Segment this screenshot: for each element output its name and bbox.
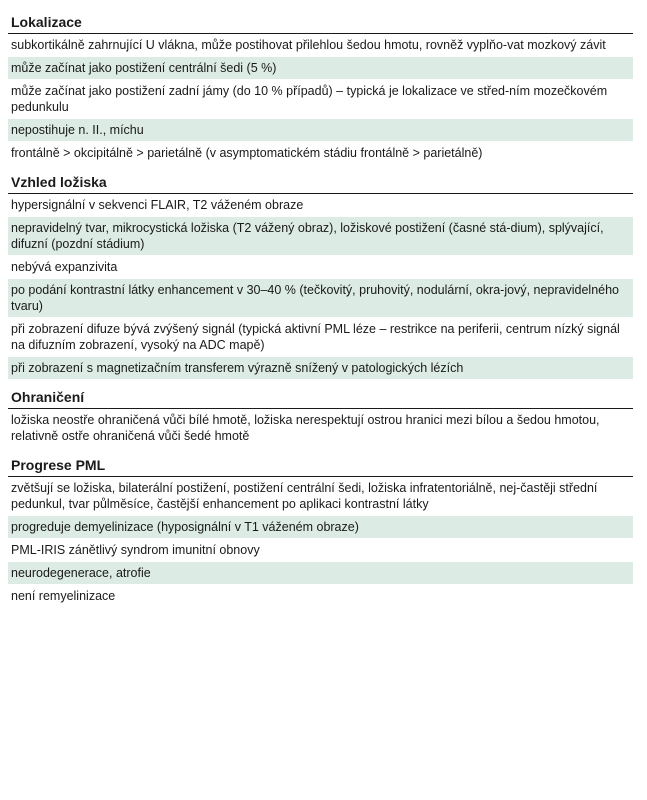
- table-row: při zobrazení difuze bývá zvýšený signál (typická aktivní PML léze – restrikce na periferii, centrum nízký signál na difuzním zobrazení, vysoký na ADC mapě): [8, 318, 633, 357]
- table-row: frontálně > okcipitálně > parietálně (v asymptomatickém stádiu frontálně > parietálně): [8, 142, 633, 165]
- table-row: nebývá expanzivita: [8, 256, 633, 279]
- table-row: subkortikálně zahrnující U vlákna, může postihovat přilehlou šedou hmotu, rovněž vyplňo-vat mozkový závit: [8, 34, 633, 57]
- section-lokalizace: [8, 13, 633, 165]
- table-row: progreduje demyelinizace (hyposignální v T1 váženém obraze): [8, 516, 633, 539]
- table-row: hypersignální v sekvenci FLAIR, T2 váženém obraze: [8, 194, 633, 217]
- table-row: může začínat jako postižení centrální šedi (5 %): [8, 57, 633, 80]
- section-progrese-pml: [8, 456, 633, 608]
- table-row: při zobrazení s magnetizačním transferem výrazně snížený v patologických lézích: [8, 357, 633, 380]
- section-vzhled-loziska: [8, 173, 633, 380]
- table-row: může začínat jako postižení zadní jámy (do 10 % případů) – typická je lokalizace ve střed-ním mozečkovém pedunkulu: [8, 80, 633, 119]
- table-row: po podání kontrastní látky enhancement v 30–40 % (tečkovitý, pruhovitý, nodulární, okra-jový, nepravidelného tvaru): [8, 279, 633, 318]
- section-title: Lokalizace: [8, 13, 633, 34]
- table-row: není remyelinizace: [8, 585, 633, 608]
- table-row: nepostihuje n. II., míchu: [8, 119, 633, 142]
- table-row: neurodegenerace, atrofie: [8, 562, 633, 585]
- section-title: Ohraničení: [8, 388, 633, 409]
- table-row: nepravidelný tvar, mikrocystická ložiska (T2 vážený obraz), ložiskové postižení (časné stá-dium), splývající, difuzní (pozdní stádium): [8, 217, 633, 256]
- table-row: PML-IRIS zánětlivý syndrom imunitní obnovy: [8, 539, 633, 562]
- table-row: ložiska neostře ohraničená vůči bílé hmotě, ložiska nerespektují ostrou hranici mezi bílou a šedou hmotou, relativně ostře ohraničená vůči šedé hmotě: [8, 409, 633, 448]
- section-title: Vzhled ložiska: [8, 173, 633, 194]
- section-title: Progrese PML: [8, 456, 633, 477]
- table-row: zvětšují se ložiska, bilaterální postižení, postižení centrální šedi, ložiska infratentoriálně, nej-častěji střední pedunkul, tvar půlměsíce, častější enhancement po aplikaci kontrastní látky: [8, 477, 633, 516]
- section-ohraniceni: [8, 388, 633, 448]
